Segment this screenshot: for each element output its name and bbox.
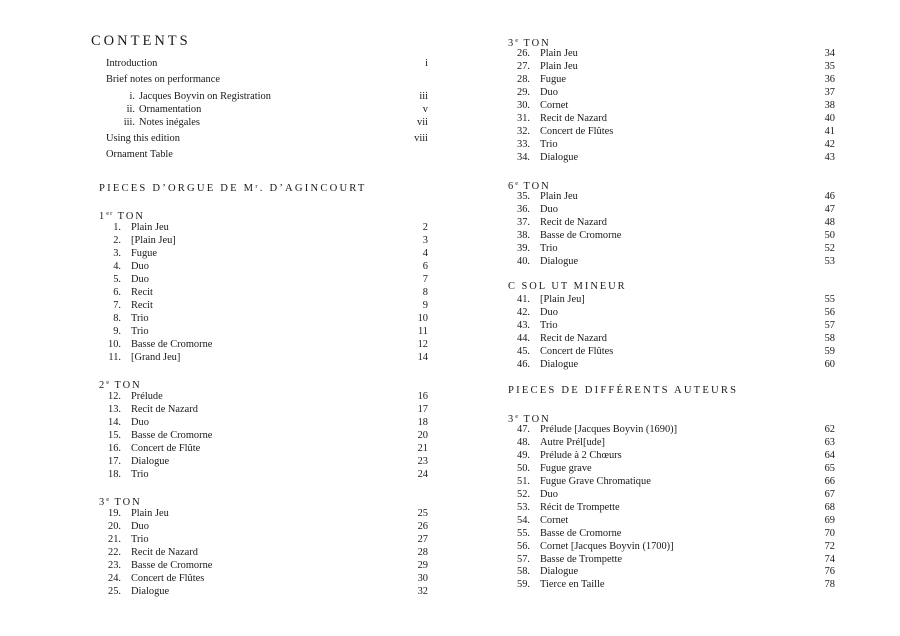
entry-number: 30. bbox=[517, 99, 530, 111]
entry-number: 6. bbox=[113, 286, 121, 298]
entry-number: 57. bbox=[517, 553, 530, 565]
entry-number: 26. bbox=[517, 48, 530, 59]
section-heading-ordinal: er bbox=[106, 210, 114, 217]
intro-line bbox=[119, 103, 428, 117]
toc-entry bbox=[508, 86, 835, 99]
toc-entry bbox=[99, 585, 428, 598]
entry-number: 11. bbox=[108, 351, 121, 363]
section-heading-ordinal: e bbox=[106, 496, 111, 503]
entry-page: 23 bbox=[417, 455, 428, 467]
entry-page: 60 bbox=[824, 358, 835, 370]
toc-entry bbox=[508, 99, 835, 112]
entry-page: 74 bbox=[824, 553, 835, 565]
entry-title: Basse de Trompette bbox=[540, 553, 622, 565]
entry-number: 45. bbox=[517, 345, 530, 357]
entry-page: 72 bbox=[824, 540, 835, 552]
entry-number: 2. bbox=[113, 234, 121, 246]
entry-page: 24 bbox=[417, 468, 428, 480]
entry-number: 19. bbox=[108, 508, 121, 519]
toc-entry bbox=[99, 273, 428, 286]
entry-number: 5. bbox=[113, 273, 121, 285]
entry-number: 21. bbox=[108, 533, 121, 545]
entry-number: 8. bbox=[113, 312, 121, 324]
entry-title: Tierce en Taille bbox=[540, 579, 605, 591]
entry-page: 14 bbox=[417, 351, 428, 363]
toc-entry bbox=[99, 455, 428, 468]
entry-title: Duo bbox=[540, 86, 558, 98]
entry-page: 16 bbox=[417, 391, 428, 402]
entry-number: 44. bbox=[517, 332, 530, 344]
entry-title: Cornet [Jacques Boyvin (1700)] bbox=[540, 540, 674, 552]
toc-entry bbox=[508, 293, 835, 306]
entry-number: 32. bbox=[517, 125, 530, 137]
entry-page: 2 bbox=[422, 222, 428, 233]
entry-number: 55. bbox=[517, 527, 530, 539]
entry-title: Trio bbox=[540, 138, 558, 150]
entry-title: Dialogue bbox=[131, 455, 170, 467]
entry-title: Basse de Cromorne bbox=[131, 429, 213, 441]
toc-entry bbox=[508, 138, 835, 151]
toc-entry bbox=[508, 449, 835, 462]
entry-title: Plain Jeu bbox=[131, 508, 169, 519]
entry-page: 4 bbox=[422, 247, 428, 259]
entry-page: 53 bbox=[824, 255, 835, 267]
entry-page: 41 bbox=[824, 125, 835, 137]
toc-entry bbox=[99, 286, 428, 299]
intro-label: Using this edition bbox=[106, 133, 180, 144]
entry-page: 50 bbox=[824, 229, 835, 241]
entry-number: 12. bbox=[108, 391, 121, 402]
entry-title: Dialogue bbox=[540, 566, 579, 578]
entry-page: 8 bbox=[422, 286, 428, 298]
entry-title: Recit de Nazard bbox=[131, 403, 198, 415]
entry-number: 9. bbox=[113, 325, 121, 337]
entry-page: 70 bbox=[824, 527, 835, 539]
toc-entry bbox=[508, 345, 835, 358]
entry-page: 65 bbox=[824, 462, 835, 474]
toc-entry bbox=[508, 423, 835, 436]
entry-number: 39. bbox=[517, 242, 530, 254]
entry-title: Prélude bbox=[131, 391, 163, 402]
toc-entry bbox=[99, 312, 428, 325]
section-heading-ordinal: e bbox=[515, 180, 520, 187]
entry-page: 9 bbox=[422, 299, 428, 311]
intro-page: vii bbox=[417, 117, 428, 128]
toc-entry bbox=[508, 514, 835, 527]
entry-number: 37. bbox=[517, 216, 530, 228]
entry-number: 36. bbox=[517, 203, 530, 215]
entry-page: 56 bbox=[824, 306, 835, 318]
entry-page: 21 bbox=[417, 442, 428, 454]
entry-page: 38 bbox=[824, 99, 835, 111]
entry-title: Basse de Cromorne bbox=[131, 559, 213, 571]
toc-entry bbox=[508, 501, 835, 514]
entry-page: 42 bbox=[824, 138, 835, 150]
intro-number: ii. bbox=[126, 104, 135, 115]
toc-entry bbox=[508, 125, 835, 138]
intro-line bbox=[106, 132, 428, 146]
entry-title: Autre Prél[ude] bbox=[540, 436, 605, 448]
entry-page: 62 bbox=[824, 424, 835, 435]
toc-entry bbox=[99, 429, 428, 442]
toc-entry bbox=[99, 351, 428, 364]
entry-number: 33. bbox=[517, 138, 530, 150]
entry-number: 24. bbox=[108, 572, 121, 584]
entry-page: 20 bbox=[417, 429, 428, 441]
entry-number: 40. bbox=[517, 255, 530, 267]
entry-number: 49. bbox=[517, 449, 530, 461]
toc-entry bbox=[99, 442, 428, 455]
entry-page: 40 bbox=[824, 112, 835, 124]
entry-title: [Grand Jeu] bbox=[131, 351, 181, 363]
toc-entry bbox=[99, 338, 428, 351]
toc-entry bbox=[508, 332, 835, 345]
entry-page: 17 bbox=[417, 403, 428, 415]
toc-entry bbox=[508, 242, 835, 255]
intro-number: iii. bbox=[123, 117, 135, 128]
entry-number: 59. bbox=[517, 579, 530, 591]
entry-number: 3. bbox=[113, 247, 121, 259]
toc-entry bbox=[508, 527, 835, 540]
section-heading-ordinal: e bbox=[515, 413, 520, 420]
entry-number: 48. bbox=[517, 436, 530, 448]
section-heading-ton: TON bbox=[519, 414, 551, 425]
toc-entry bbox=[99, 468, 428, 481]
entry-title: Recit de Nazard bbox=[540, 332, 607, 344]
entry-number: 7. bbox=[113, 299, 121, 311]
toc-entry bbox=[508, 60, 835, 73]
toc-entry bbox=[508, 578, 835, 591]
entry-title: Recit bbox=[131, 286, 153, 298]
section-heading-number: 6 bbox=[508, 181, 516, 192]
entry-number: 25. bbox=[108, 585, 121, 597]
entry-title: Fugue grave bbox=[540, 462, 592, 474]
entry-title: Fugue bbox=[131, 247, 157, 259]
entry-number: 1. bbox=[113, 222, 121, 233]
entry-page: 18 bbox=[417, 416, 428, 428]
toc-entry bbox=[99, 325, 428, 338]
entry-title: Duo bbox=[131, 520, 149, 532]
entry-number: 46. bbox=[517, 358, 530, 370]
intro-line bbox=[119, 90, 428, 104]
section-heading-ton: TON bbox=[519, 181, 551, 192]
entry-number: 31. bbox=[517, 112, 530, 124]
section-heading-number: 3 bbox=[99, 497, 107, 508]
section-heading-ton: TON bbox=[519, 38, 551, 49]
toc-entry bbox=[508, 306, 835, 319]
entry-page: 58 bbox=[824, 332, 835, 344]
entry-number: 34. bbox=[517, 151, 530, 163]
entry-number: 53. bbox=[517, 501, 530, 513]
entry-title: Dialogue bbox=[131, 585, 170, 597]
entry-page: 43 bbox=[824, 151, 835, 163]
entry-title: Fugue Grave Chromatique bbox=[540, 475, 651, 487]
section-heading-ton: TON bbox=[110, 497, 142, 508]
entry-page: 52 bbox=[824, 242, 835, 254]
toc-entry bbox=[508, 462, 835, 475]
entry-number: 38. bbox=[517, 229, 530, 241]
toc-entry bbox=[508, 255, 835, 268]
entry-page: 6 bbox=[422, 260, 428, 272]
entry-title: [Plain Jeu] bbox=[540, 294, 585, 305]
entry-page: 59 bbox=[824, 345, 835, 357]
entry-page: 64 bbox=[824, 449, 835, 461]
toc-entry bbox=[508, 229, 835, 242]
entry-title: Concert de Flûtes bbox=[540, 125, 614, 137]
entry-title: Fugue bbox=[540, 73, 566, 85]
entry-title: Basse de Cromorne bbox=[131, 338, 213, 350]
toc-entry bbox=[508, 475, 835, 488]
heading-agincourt: PIECES D’ORGUE DE Mʳ. D’AGINCOURT bbox=[99, 183, 367, 194]
entry-title: Duo bbox=[131, 416, 149, 428]
entry-number: 14. bbox=[108, 416, 121, 428]
toc-entry bbox=[99, 221, 428, 234]
toc-entry bbox=[508, 216, 835, 229]
entry-number: 35. bbox=[517, 191, 530, 202]
toc-entry bbox=[99, 546, 428, 559]
section-heading-number: 1 bbox=[99, 211, 107, 222]
entry-title: Prélude à 2 Chœurs bbox=[540, 449, 622, 461]
entry-title: Concert de Flûtes bbox=[540, 345, 614, 357]
section-heading bbox=[508, 280, 627, 294]
entry-page: 7 bbox=[422, 273, 428, 285]
intro-label: Jacques Boyvin on Registration bbox=[139, 91, 271, 102]
section-heading-ton: TON bbox=[113, 211, 145, 222]
entry-page: 47 bbox=[824, 203, 835, 215]
entry-page: 63 bbox=[824, 436, 835, 448]
entry-number: 43. bbox=[517, 319, 530, 331]
intro-label: Notes inégales bbox=[139, 117, 200, 128]
entry-title: Cornet bbox=[540, 99, 569, 111]
entry-number: 16. bbox=[108, 442, 121, 454]
entry-number: 29. bbox=[517, 86, 530, 98]
entry-title: Recit de Nazard bbox=[540, 216, 607, 228]
entry-number: 23. bbox=[108, 559, 121, 571]
entry-page: 28 bbox=[417, 546, 428, 558]
entry-page: 29 bbox=[417, 559, 428, 571]
section-heading-number: 2 bbox=[99, 380, 107, 391]
entry-title: Plain Jeu bbox=[540, 60, 578, 72]
entry-title: Trio bbox=[131, 468, 149, 480]
entry-title: Duo bbox=[540, 488, 558, 500]
intro-label: Introduction bbox=[106, 58, 158, 69]
entry-page: 30 bbox=[417, 572, 428, 584]
entry-number: 17. bbox=[108, 455, 121, 467]
entry-number: 47. bbox=[517, 424, 530, 435]
entry-title: Duo bbox=[131, 273, 149, 285]
entry-title: Trio bbox=[131, 533, 149, 545]
entry-page: 35 bbox=[824, 60, 835, 72]
toc-entry bbox=[508, 358, 835, 371]
entry-title: Plain Jeu bbox=[540, 48, 578, 59]
toc-entry bbox=[99, 403, 428, 416]
entry-title: Trio bbox=[540, 319, 558, 331]
toc-entry bbox=[508, 436, 835, 449]
entry-number: 4. bbox=[113, 260, 121, 272]
entry-page: 55 bbox=[824, 294, 835, 305]
entry-title: Concert de Flûte bbox=[131, 442, 201, 454]
entry-number: 56. bbox=[517, 540, 530, 552]
entry-page: 11 bbox=[417, 325, 428, 337]
entry-title: Trio bbox=[540, 242, 558, 254]
entry-title: Trio bbox=[131, 312, 149, 324]
entry-title: Basse de Cromorne bbox=[540, 527, 622, 539]
intro-page: viii bbox=[414, 133, 428, 144]
section-heading-number: 3 bbox=[508, 38, 516, 49]
toc-entry bbox=[99, 234, 428, 247]
toc-entry bbox=[508, 203, 835, 216]
entry-number: 13. bbox=[108, 403, 121, 415]
intro-page: v bbox=[422, 104, 428, 115]
entry-page: 66 bbox=[824, 475, 835, 487]
entry-number: 15. bbox=[108, 429, 121, 441]
toc-entry bbox=[508, 319, 835, 332]
toc-entry bbox=[99, 260, 428, 273]
entry-page: 48 bbox=[824, 216, 835, 228]
intro-line bbox=[106, 148, 428, 162]
entry-title: Recit bbox=[131, 299, 153, 311]
entry-page: 37 bbox=[824, 86, 835, 98]
intro-line bbox=[106, 73, 428, 87]
toc-entry bbox=[99, 572, 428, 585]
entry-title: Trio bbox=[131, 325, 149, 337]
entry-title: Recit de Nazard bbox=[131, 546, 198, 558]
entry-number: 28. bbox=[517, 73, 530, 85]
entry-title: Dialogue bbox=[540, 358, 579, 370]
entry-number: 58. bbox=[517, 566, 530, 578]
entry-title: Récit de Trompette bbox=[540, 501, 620, 513]
entry-title: Duo bbox=[540, 203, 558, 215]
entry-page: 69 bbox=[824, 514, 835, 526]
entry-page: 32 bbox=[417, 585, 428, 597]
entry-page: 27 bbox=[417, 533, 428, 545]
section-heading-ton: TON bbox=[110, 380, 142, 391]
entry-page: 78 bbox=[824, 579, 835, 591]
toc-entry bbox=[99, 507, 428, 520]
heading-differents-auteurs: PIECES DE DIFFÉRENTS AUTEURS bbox=[508, 385, 739, 396]
toc-entry bbox=[99, 520, 428, 533]
section-heading-number: 3 bbox=[508, 414, 516, 425]
entry-title: Concert de Flûtes bbox=[131, 572, 205, 584]
entry-title: Plain Jeu bbox=[540, 191, 578, 202]
toc-entry bbox=[508, 565, 835, 578]
toc-entry bbox=[99, 416, 428, 429]
entry-number: 10. bbox=[108, 338, 121, 350]
section-heading-number: C SOL UT MINEUR bbox=[508, 281, 627, 292]
toc-entry bbox=[508, 151, 835, 164]
entry-page: 26 bbox=[417, 520, 428, 532]
entry-page: 76 bbox=[824, 566, 835, 578]
entry-title: Duo bbox=[540, 306, 558, 318]
entry-number: 41. bbox=[517, 294, 530, 305]
entry-number: 27. bbox=[517, 60, 530, 72]
entry-page: 3 bbox=[422, 234, 428, 246]
entry-title: Dialogue bbox=[540, 151, 579, 163]
intro-line bbox=[119, 116, 428, 130]
entry-title: Cornet bbox=[540, 514, 569, 526]
entry-page: 10 bbox=[417, 312, 428, 324]
entry-number: 52. bbox=[517, 488, 530, 500]
entry-title: Recit de Nazard bbox=[540, 112, 607, 124]
contents-title: CONTENTS bbox=[91, 33, 191, 49]
intro-label: Ornament Table bbox=[106, 149, 173, 160]
entry-number: 51. bbox=[517, 475, 530, 487]
entry-title: Prélude [Jacques Boyvin (1690)] bbox=[540, 424, 678, 435]
entry-number: 42. bbox=[517, 306, 530, 318]
intro-number: i. bbox=[129, 91, 135, 102]
entry-number: 18. bbox=[108, 468, 121, 480]
entry-page: 25 bbox=[417, 508, 428, 519]
entry-title: Duo bbox=[131, 260, 149, 272]
toc-entry bbox=[508, 190, 835, 203]
toc-entry bbox=[508, 47, 835, 60]
entry-number: 22. bbox=[108, 546, 121, 558]
entry-title: Dialogue bbox=[540, 255, 579, 267]
entry-number: 54. bbox=[517, 514, 530, 526]
intro-line bbox=[106, 57, 428, 71]
entry-page: 57 bbox=[824, 319, 835, 331]
entry-page: 68 bbox=[824, 501, 835, 513]
toc-entry bbox=[99, 247, 428, 260]
intro-page: i bbox=[425, 58, 428, 69]
toc-entry bbox=[508, 540, 835, 553]
entry-page: 12 bbox=[417, 338, 428, 350]
toc-entry bbox=[99, 559, 428, 572]
toc-entry bbox=[508, 553, 835, 566]
entry-page: 36 bbox=[824, 73, 835, 85]
section-heading-ordinal: e bbox=[106, 379, 111, 386]
toc-entry bbox=[508, 112, 835, 125]
toc-entry bbox=[508, 73, 835, 86]
section-heading-ordinal: e bbox=[515, 37, 520, 44]
toc-entry bbox=[99, 390, 428, 403]
toc-entry bbox=[99, 533, 428, 546]
entry-title: Basse de Cromorne bbox=[540, 229, 622, 241]
entry-page: 34 bbox=[824, 48, 835, 59]
entry-page: 67 bbox=[824, 488, 835, 500]
entry-page: 46 bbox=[824, 191, 835, 202]
entry-number: 50. bbox=[517, 462, 530, 474]
entry-number: 20. bbox=[108, 520, 121, 532]
intro-label: Ornamentation bbox=[139, 104, 202, 115]
intro-page: iii bbox=[419, 91, 428, 102]
entry-title: Plain Jeu bbox=[131, 222, 169, 233]
intro-label: Brief notes on performance bbox=[106, 74, 220, 85]
entry-title: [Plain Jeu] bbox=[131, 234, 176, 246]
toc-entry bbox=[508, 488, 835, 501]
toc-entry bbox=[99, 299, 428, 312]
